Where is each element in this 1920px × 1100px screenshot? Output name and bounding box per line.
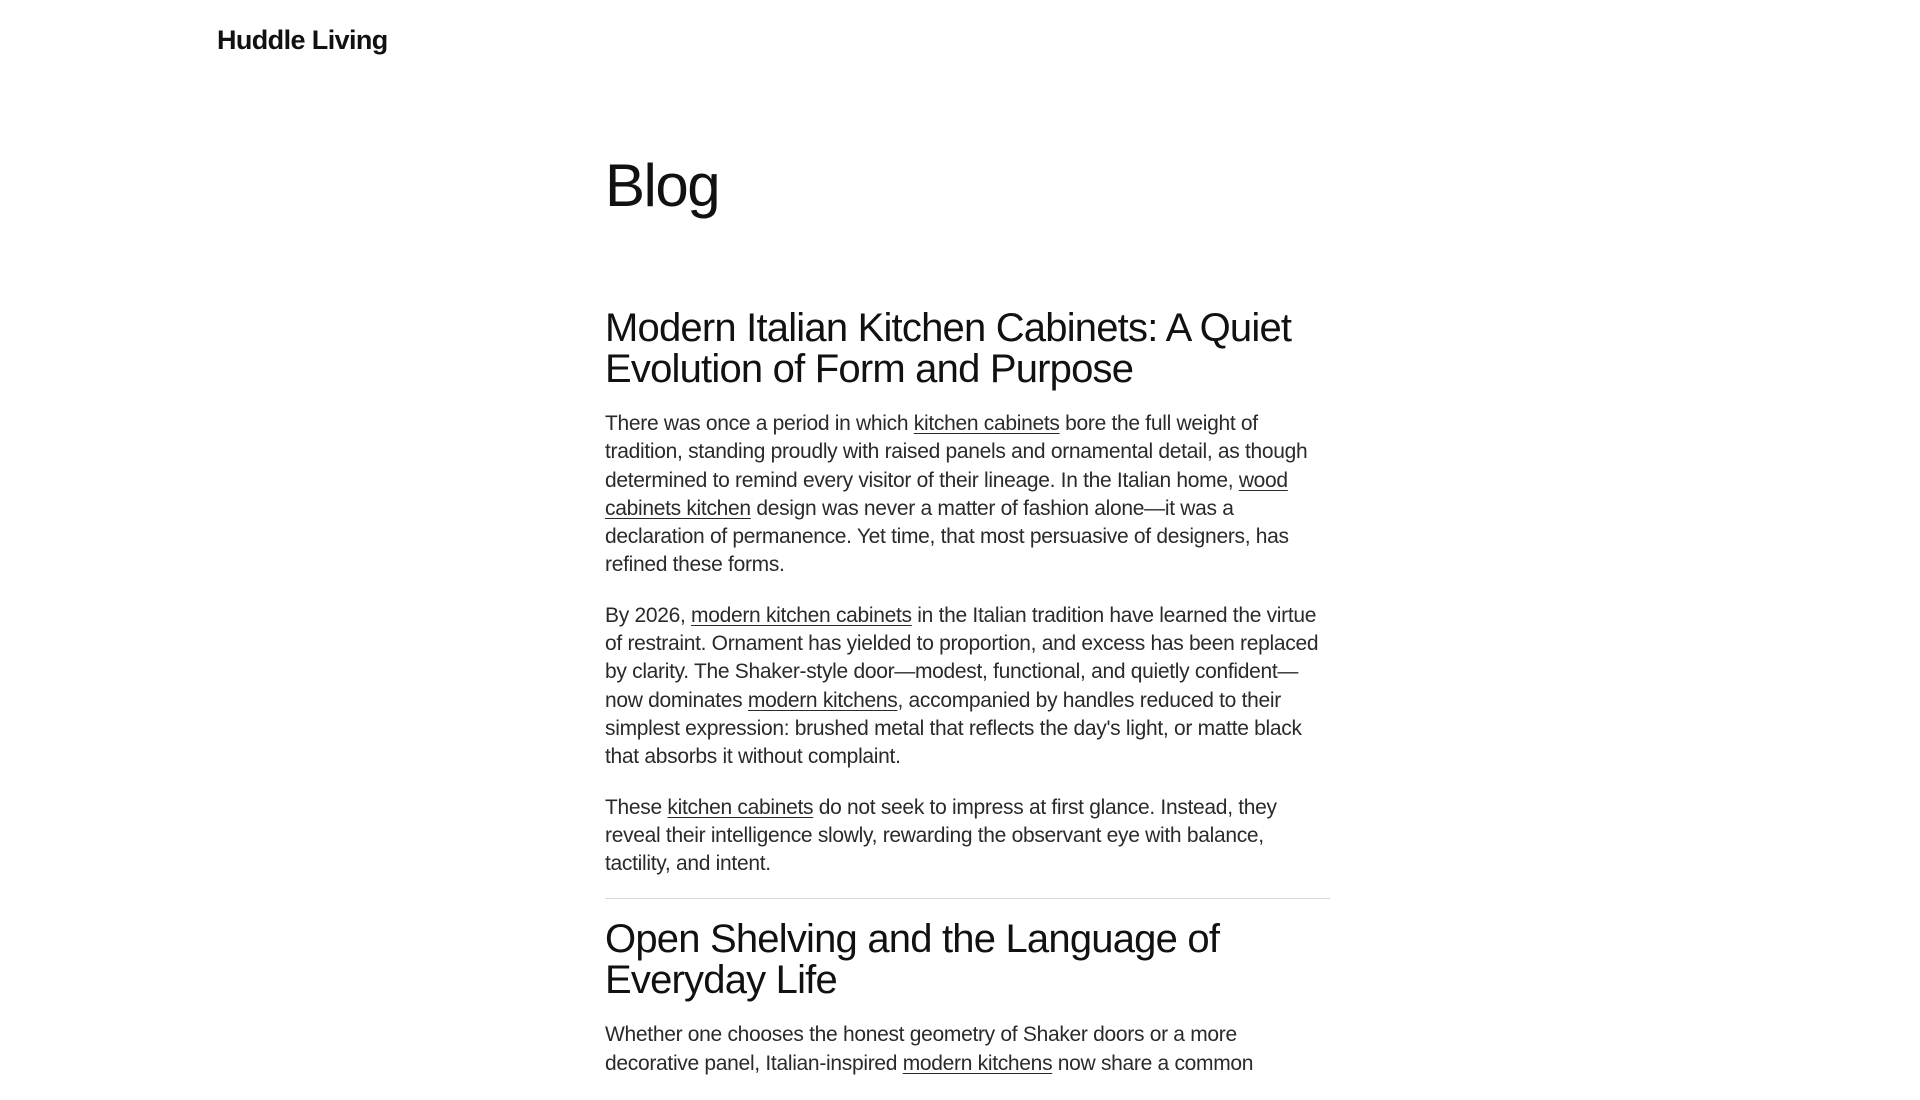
paragraph-text: These: [605, 795, 668, 819]
paragraph-text: do not seek to impress at first glance. Instead, they reveal their intelligence slowly, rewarding the observant eye with balance, tactility, and intent.: [605, 795, 1277, 876]
link-kitchen-cabinets[interactable]: kitchen cabinets: [667, 795, 814, 819]
post-paragraph: [605, 1021, 1330, 1078]
paragraph-text: design was never a matter of fashion alone—it was a declaration of permanence. Yet time, that most persuasive of designers, has refined these forms.: [605, 496, 1289, 577]
post-divider: [605, 898, 1330, 899]
paragraph-text: now share a common: [1052, 1051, 1254, 1075]
post-title: Modern Italian Kitchen Cabinets: A Quiet Evolution of Form and Purpose: [605, 306, 1292, 391]
link-wood-cabinets-kitchen[interactable]: wood cabinets kitchen: [605, 468, 1288, 520]
link-modern-kitchens[interactable]: modern kitchens: [902, 1051, 1053, 1075]
link-kitchen-cabinets[interactable]: kitchen cabinets: [913, 412, 1060, 435]
page-title: Blog: [605, 152, 720, 219]
site-header: [217, 22, 388, 58]
paragraph-text: in the Italian tradition have learned the virtue of restraint. Ornament has yielded to proportion, and excess has been replaced by clarity. The Shaker-style door—modest, functional, and quietly confident—now dominates: [605, 603, 1319, 712]
paragraph-text: bore the full weight of tradition, standing proudly with raised panels and ornamental detail, as though determined to remind every visitor of their lineage. In the Italian home,: [605, 412, 1308, 492]
post-paragraph: [605, 410, 1330, 580]
site-logo-link[interactable]: Huddle Living: [217, 25, 388, 55]
paragraph-text: There was once a period in which: [605, 412, 914, 435]
post-title: Open Shelving and the Language of Everyday Life: [605, 917, 1220, 1003]
blog-post: [605, 919, 1330, 1078]
blog-main: [605, 150, 1330, 1100]
paragraph-text: , accompanied by handles reduced to their simplest expression: brushed metal that reflects the day's light, or matte black that absorbs it without complaint.: [605, 688, 1302, 769]
link-modern-kitchen-cabinets[interactable]: modern kitchen cabinets: [691, 603, 912, 627]
paragraph-text: By 2026,: [605, 603, 692, 627]
paragraph-text: Whether one chooses the honest geometry of Shaker doors or a more decorative panel, Italian-inspired: [605, 1023, 1237, 1075]
post-paragraph: [605, 794, 1330, 879]
link-modern-kitchens[interactable]: modern kitchens: [747, 688, 898, 712]
blog-post: [605, 308, 1330, 878]
post-paragraph: [605, 602, 1330, 772]
